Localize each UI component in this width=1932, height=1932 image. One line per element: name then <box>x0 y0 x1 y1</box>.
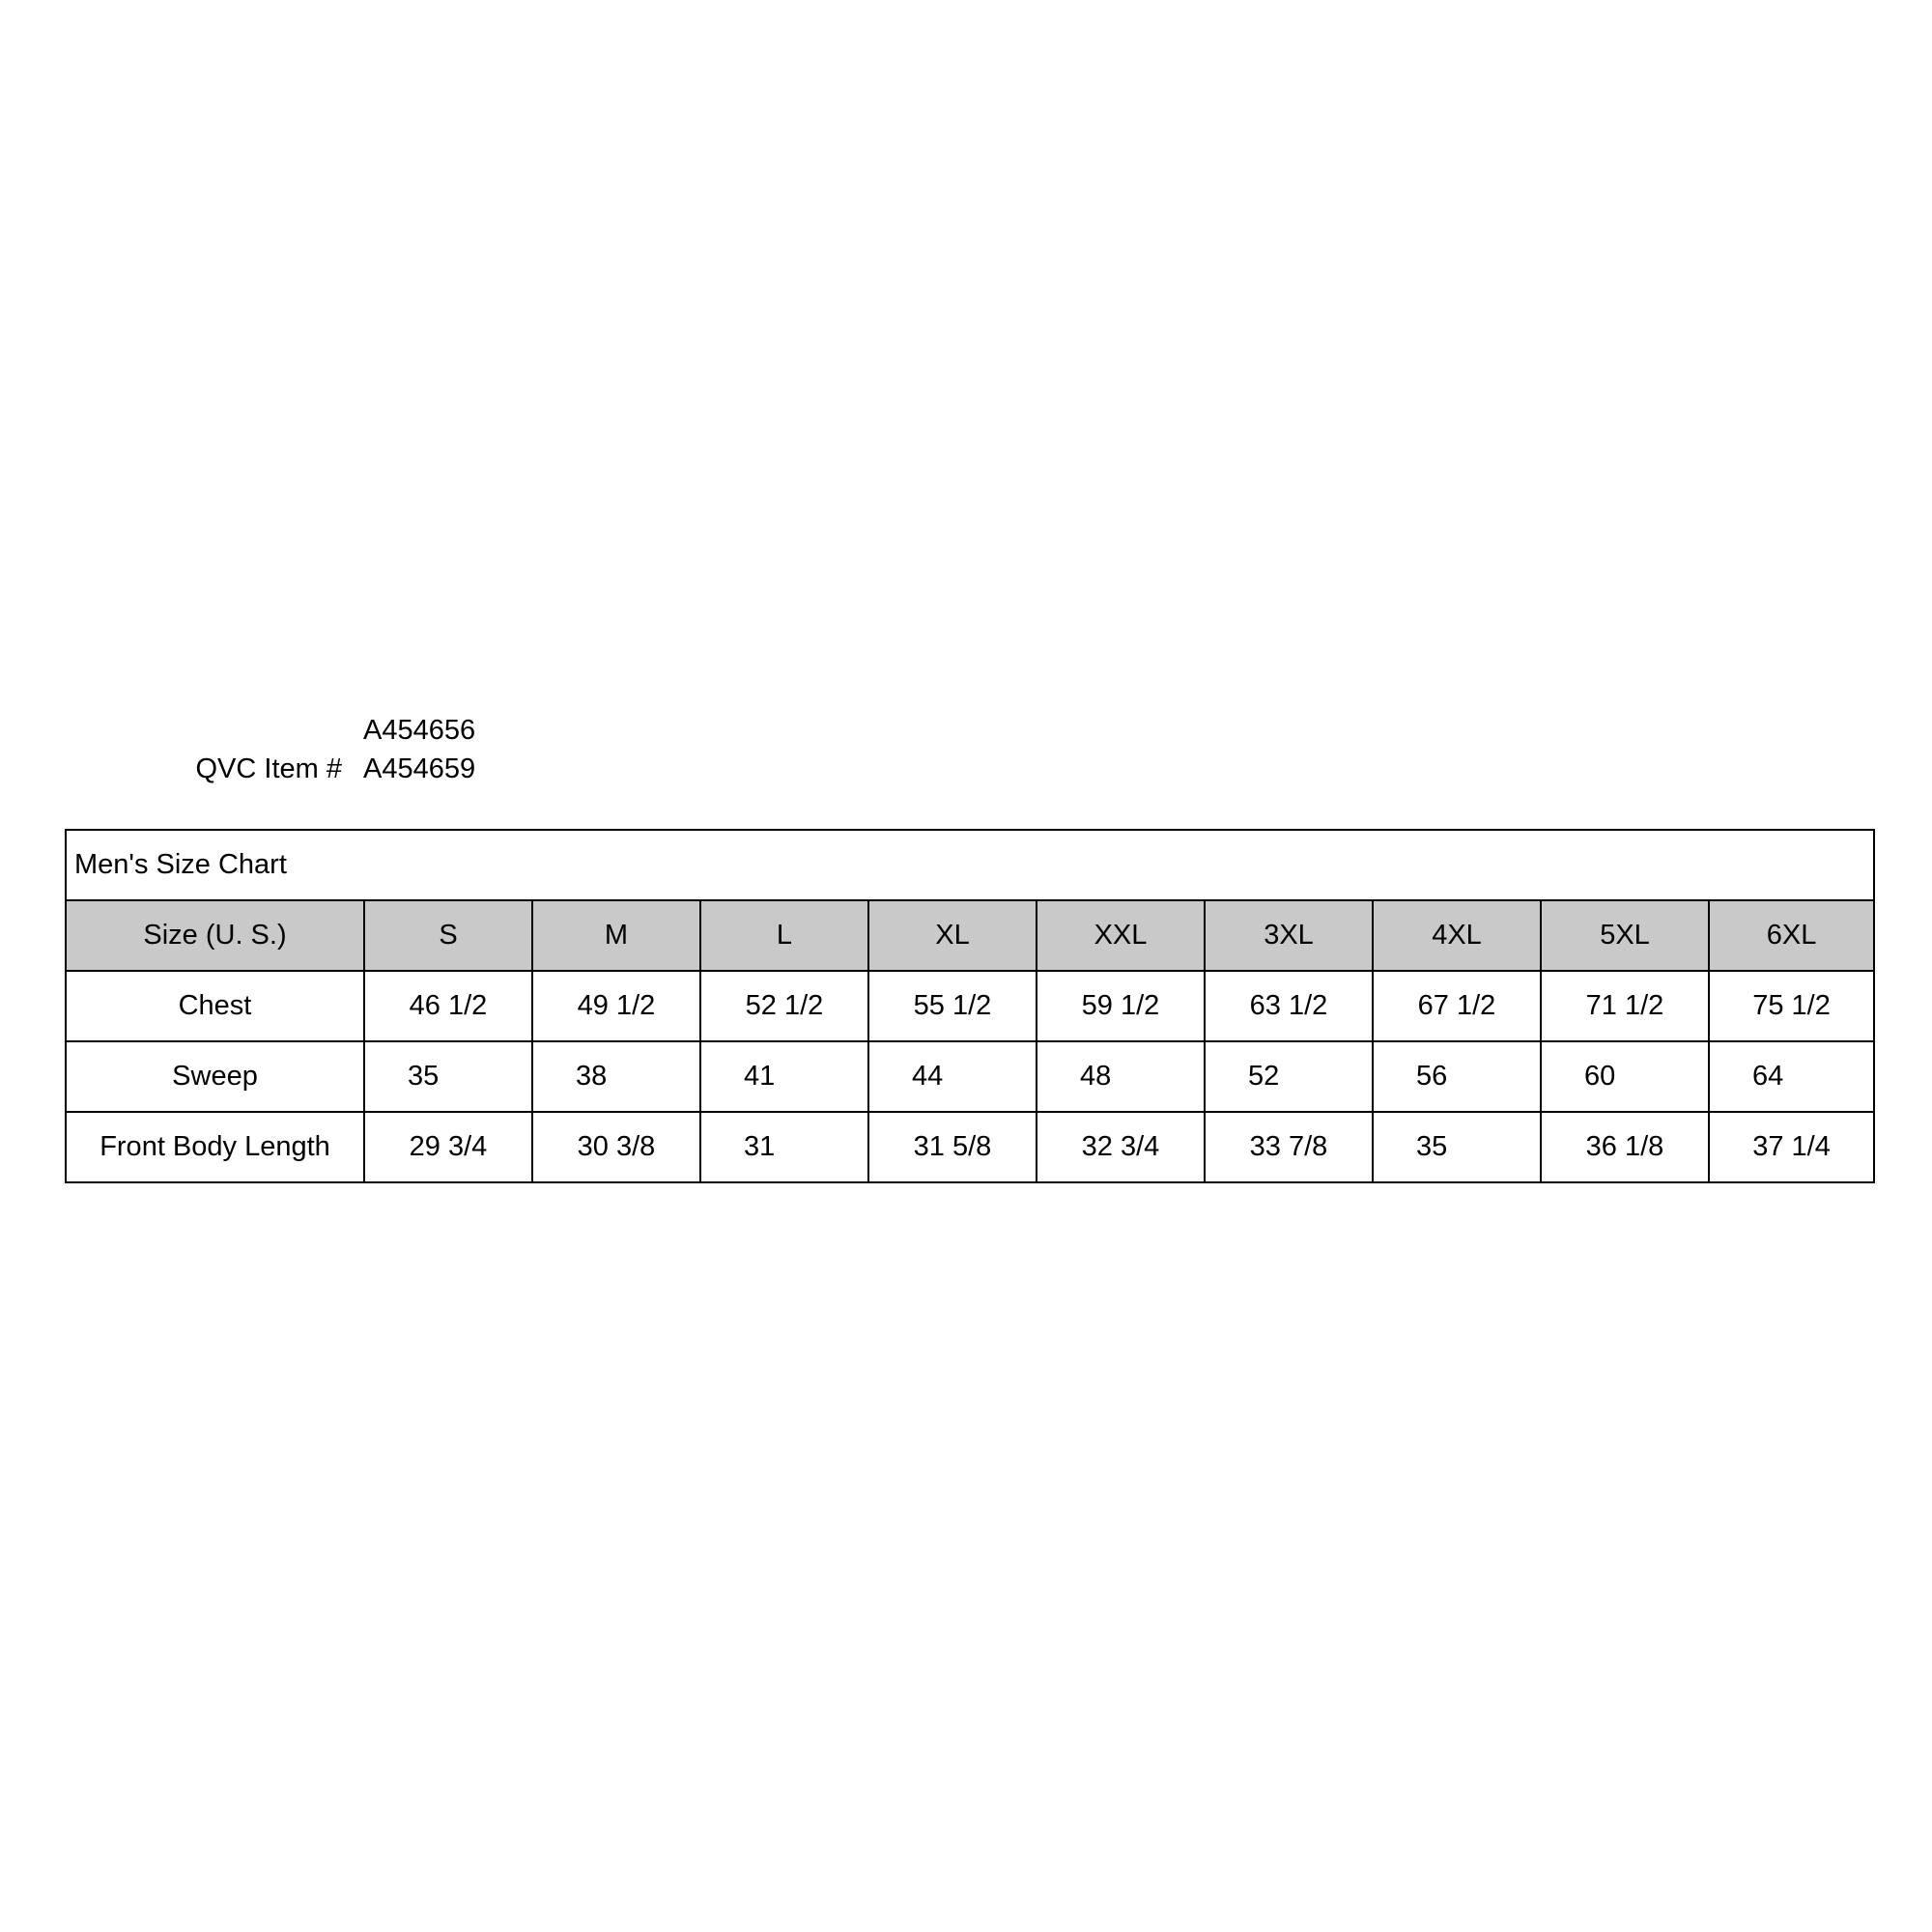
row-label: Chest <box>66 971 364 1041</box>
size-header-cell: 6XL <box>1709 900 1874 971</box>
table-cell: 30 3/8 <box>532 1112 700 1182</box>
item-number-label: QVC Item # <box>195 753 342 784</box>
size-header-cell: S <box>364 900 532 971</box>
row-label: Front Body Length <box>66 1112 364 1182</box>
size-header-cell: XL <box>868 900 1037 971</box>
size-header-cell: 4XL <box>1373 900 1541 971</box>
table-row-chest <box>66 971 1874 1041</box>
size-header-row <box>66 900 1874 971</box>
table-cell: 55 1/2 <box>868 971 1037 1041</box>
table-cell: 64 <box>1709 1041 1874 1112</box>
table-cell: 56 <box>1373 1041 1541 1112</box>
table-row-sweep <box>66 1041 1874 1112</box>
table-cell: 59 1/2 <box>1037 971 1205 1041</box>
size-header-cell: 3XL <box>1205 900 1373 971</box>
item-number-label-spacer <box>184 711 363 750</box>
table-cell: 41 <box>700 1041 868 1112</box>
table-cell: 52 <box>1205 1041 1373 1112</box>
table-cell: 52 1/2 <box>700 971 868 1041</box>
size-header-cell: M <box>532 900 700 971</box>
size-header-label: Size (U. S.) <box>66 900 364 971</box>
item-number-value: A454656 <box>363 715 476 746</box>
table-cell: 48 <box>1037 1041 1205 1112</box>
table-cell: 63 1/2 <box>1205 971 1373 1041</box>
table-cell: 31 5/8 <box>868 1112 1037 1182</box>
table-cell: 60 <box>1541 1041 1709 1112</box>
table-cell: 44 <box>868 1041 1037 1112</box>
table-cell: 33 7/8 <box>1205 1112 1373 1182</box>
table-cell: 36 1/8 <box>1541 1112 1709 1182</box>
item-number-row <box>184 711 502 750</box>
table-cell: 35 <box>364 1041 532 1112</box>
size-header-cell: XXL <box>1037 900 1205 971</box>
table-cell: 75 1/2 <box>1709 971 1874 1041</box>
table-caption: Men's Size Chart <box>66 830 1874 900</box>
qvc-item-block <box>184 711 502 788</box>
item-number-row <box>184 750 502 788</box>
table-cell: 38 <box>532 1041 700 1112</box>
mens-size-chart-table <box>65 829 1875 1183</box>
table-cell: 35 <box>1373 1112 1541 1182</box>
table-cell: 46 1/2 <box>364 971 532 1041</box>
caption-row <box>66 830 1874 900</box>
table-cell: 67 1/2 <box>1373 971 1541 1041</box>
table-row-front-body-length <box>66 1112 1874 1182</box>
table-cell: 31 <box>700 1112 868 1182</box>
item-number-value: A454659 <box>363 753 476 784</box>
table-cell: 49 1/2 <box>532 971 700 1041</box>
row-label: Sweep <box>66 1041 364 1112</box>
size-header-cell: L <box>700 900 868 971</box>
table-cell: 32 3/4 <box>1037 1112 1205 1182</box>
table-cell: 29 3/4 <box>364 1112 532 1182</box>
table-cell: 71 1/2 <box>1541 971 1709 1041</box>
table-cell: 37 1/4 <box>1709 1112 1874 1182</box>
size-header-cell: 5XL <box>1541 900 1709 971</box>
